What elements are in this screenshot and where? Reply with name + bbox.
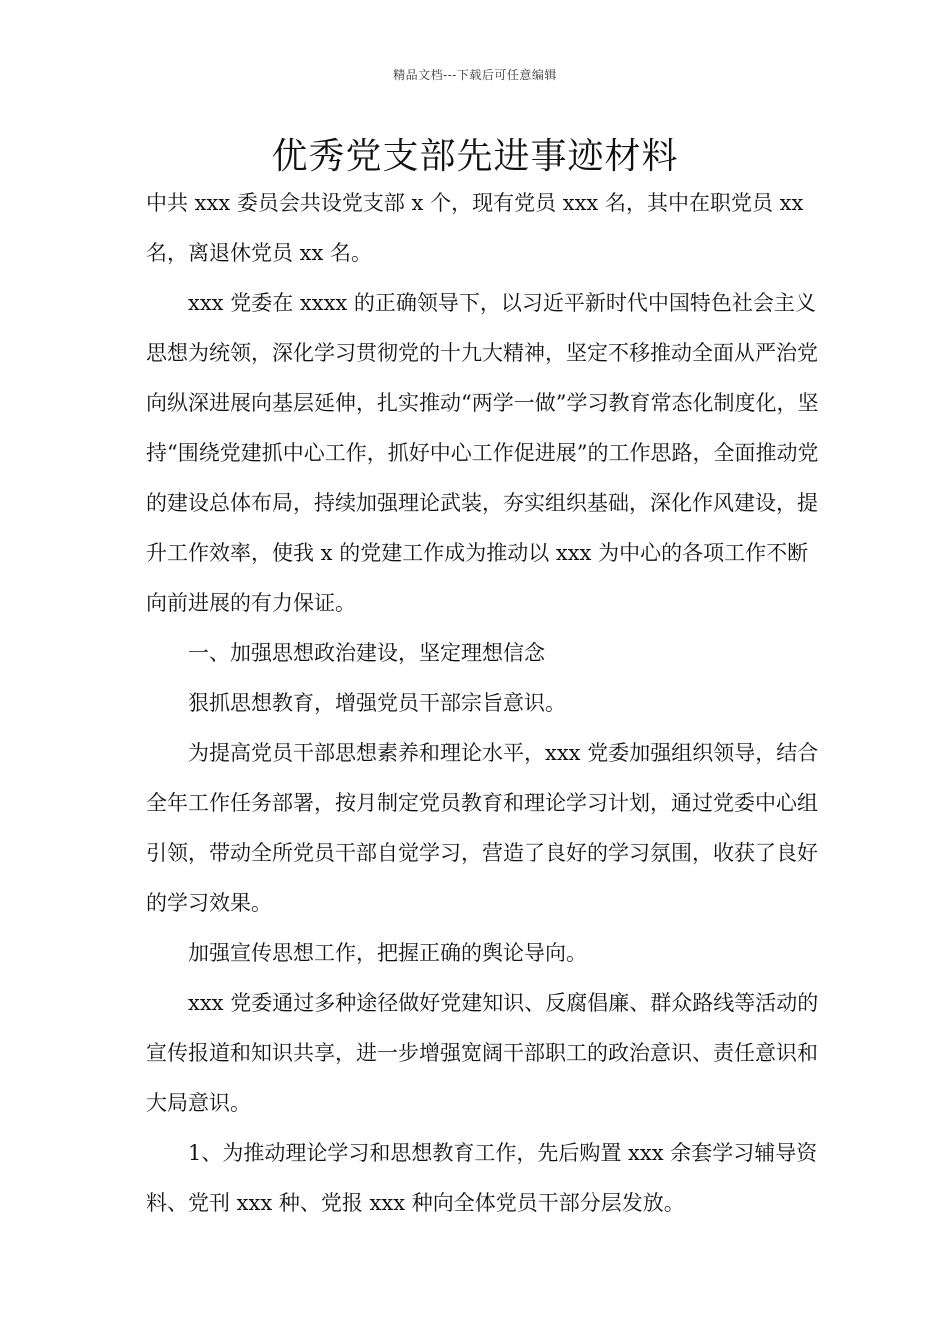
paragraph-education: 为提高党员干部思想素养和理论水平，xxx 党委加强组织领导，结合全年工作任务部署，按月制定党员教育和理论学习计划，通过党委中心组引领，带动全所党员干部自觉学习，营造了良好的学习氛围，收获了良好的学习效果。 bbox=[146, 741, 819, 915]
paragraph-intro: 中共 xxx 委员会共设党支部 x 个，现有党员 xxx 名，其中在职党员 xx 名，离退休党员 xx 名。 bbox=[146, 191, 804, 265]
paragraph-item-1: 1、为推动理论学习和思想教育工作，先后购置 xxx 余套学习辅导资料、党刊 xxx 种、党报 xxx 种向全体党员干部分层发放。 bbox=[146, 1141, 818, 1215]
paragraph-overview: xxx 党委在 xxxx 的正确领导下，以习近平新时代中国特色社会主义思想为统领，深化学习贯彻党的十九大精神，坚定不移推动全面从严治党向纵深进展向基层延伸，扎实推动“两学一做”学习教育常态化制度化，坚持“围绕党建抓中心工作，抓好中心工作促进展”的工作思路，全面推动党的建设总体布局，持续加强理论武装，夯实组织基础，深化作风建设，提升工作效率，使我 x 的党建工作成为推动以 xxx 为中心的各项工作不断向前进展的有力保证。 bbox=[146, 291, 819, 615]
subheading-education: 狠抓思想教育，增强党员干部宗旨意识。 bbox=[188, 691, 566, 715]
subheading-publicity: 加强宣传思想工作，把握正确的舆论导向。 bbox=[188, 941, 587, 965]
paragraph-publicity: xxx 党委通过多种途径做好党建知识、反腐倡廉、群众路线等活动的宣传报道和知识共享，进一步增强宽阔干部职工的政治意识、责任意识和大局意识。 bbox=[146, 991, 819, 1115]
section-heading-1: 一、加强思想政治建设，坚定理想信念 bbox=[188, 641, 545, 665]
header-note: 精品文档---下载后可任意编辑 bbox=[393, 68, 557, 82]
document-title: 优秀党支部先进事迹材料 bbox=[271, 136, 679, 177]
document-body bbox=[146, 178, 826, 1228]
